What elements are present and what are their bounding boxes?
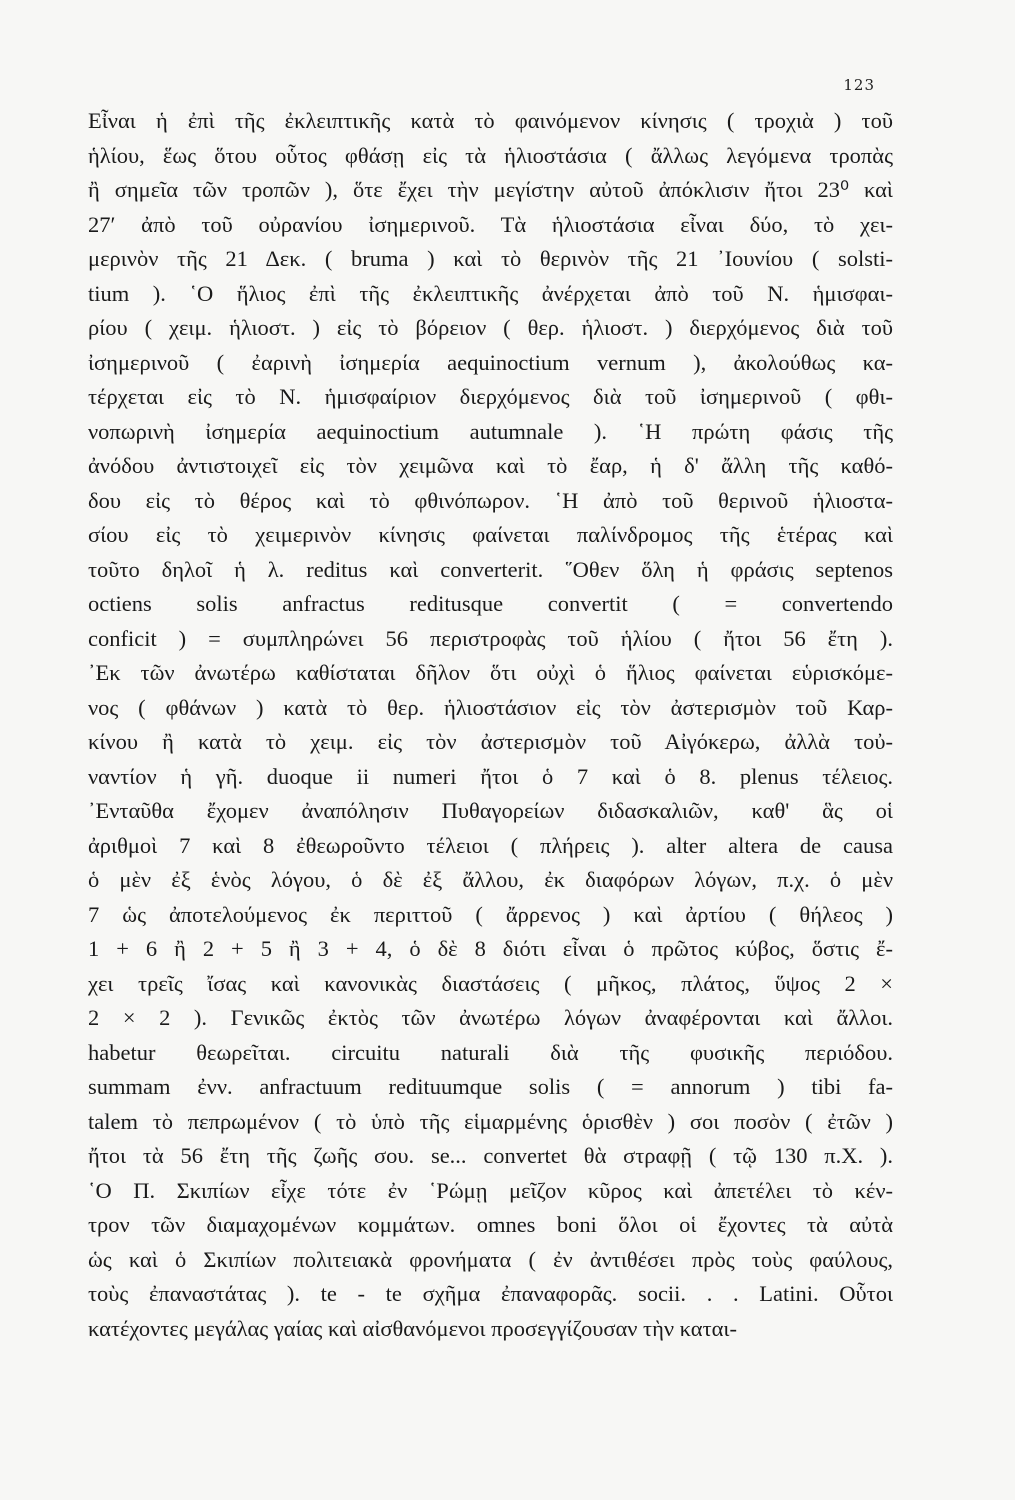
text-line: ἤτοι τὰ 56 ἔτη τῆς ζωῆς σου. se... convertet θὰ στραφῇ ( τῷ 130 π.Χ. ). [88,1143,893,1168]
text-line: 2 × 2 ). Γενικῶς ἐκτὸς τῶν ἀνωτέρω λόγων ἀναφέρονται καὶ ἄλλοι. [88,1005,893,1030]
text-line: τρον τῶν διαμαχομένων κομμάτων. omnes boni ὅλοι οἱ ἔχοντες τὰ αὐτὰ [88,1212,893,1237]
text-line: τοῦτο δηλοῖ ἡ λ. reditus καὶ converterit. ῞Οθεν ὅλη ἡ φράσις septenos [88,556,893,582]
text-line: ᾿Εκ τῶν ἀνωτέρω καθίσταται δῆλον ὅτι οὐχὶ ὁ ἥλιος φαίνεται εὑρισκόμε- [88,660,893,685]
text-line: 1 + 6 ἢ 2 + 5 ἢ 3 + 4, ὁ δὲ 8 διότι εἶναι ὁ πρῶτος κύβος, ὅστις ἔ- [88,936,893,961]
text-line: talem τὸ πεπρωμένον ( τὸ ὑπὸ τῆς εἱμαρμένης ὁρισθὲν ) σοι ποσὸν ( ἐτῶν ) [88,1108,893,1134]
text-line: ᾿Ενταῦθα ἔχομεν ἀναπόλησιν Πυθαγορείων διδασκαλιῶν, καθ' ἃς οἱ [88,798,893,823]
text-line: κίνου ἢ κατὰ τὸ χειμ. εἰς τὸν ἀστερισμὸν τοῦ Αἰγόκερω, ἀλλὰ τοὐ- [88,729,893,754]
text-line: ἢ σημεῖα τῶν τροπῶν ), ὅτε ἔχει τὴν μεγίστην αὐτοῦ ἀπόκλισιν ἤτοι 23⁰ καὶ [88,177,893,202]
commentary-text [88,104,893,1346]
text-line: δου εἰς τὸ θέρος καὶ τὸ φθινόπωρον. ῾Η ἀπὸ τοῦ θερινοῦ ἡλιοστα- [88,487,893,513]
text-line: 27′ ἀπὸ τοῦ οὐρανίου ἰσημερινοῦ. Τὰ ἡλιοστάσια εἶναι δύο, τὸ χει- [88,211,893,237]
text-line: ναντίον ἡ γῆ. duoque ii numeri ἤτοι ὁ 7 καὶ ὁ 8. plenus τέλειος. [88,763,893,789]
text-line: 7 ὡς ἀποτελούμενος ἐκ περιττοῦ ( ἄρρενος ) καὶ ἀρτίου ( θήλεος ) [88,901,893,927]
text-line: summam ἐνν. anfractuum redituumque solis ( = annorum ) tibi fa- [88,1074,893,1099]
text-line: ἰσημερινοῦ ( ἐαρινὴ ἰσημερία aequinoctium vernum ), ἀκολούθως κα- [88,349,893,375]
text-line: Εἶναι ἡ ἐπὶ τῆς ἐκλειπτικῆς κατὰ τὸ φαινόμενον κίνησις ( τροχιὰ ) τοῦ [88,108,893,133]
text-line: tium ). ῾Ο ἥλιος ἐπὶ τῆς ἐκλειπτικῆς ἀνέρχεται ἀπὸ τοῦ Ν. ἡμισφαι- [88,280,893,306]
text-line: ὡς καὶ ὁ Σκιπίων πολιτειακὰ φρονήματα ( ἐν ἀντιθέσει πρὸς τοὺς φαύλους, [88,1246,893,1272]
text-line: ἀριθμοὶ 7 καὶ 8 ἐθεωροῦντο τέλειοι ( πλήρεις ). alter altera de causa [88,832,893,858]
text-line: ρίου ( χειμ. ἡλιοστ. ) εἰς τὸ βόρειον ( θερ. ἡλιοστ. ) διερχόμενος διὰ τοῦ [88,315,893,340]
text-line: τοὺς ἐπαναστάτας ). te - te σχῆμα ἐπαναφορᾶς. socii. . . Latini. Οὗτοι [88,1281,893,1306]
text-line: habetur θεωρεῖται. circuitu naturali διὰ τῆς φυσικῆς περιόδου. [88,1039,893,1065]
text-line: conficit ) = συμπληρώνει 56 περιστροφὰς τοῦ ἡλίου ( ἤτοι 56 ἔτη ). [88,625,893,651]
text-line: ῾Ο Π. Σκιπίων εἶχε τότε ἐν ῾Ρώμῃ μεῖζον κῦρος καὶ ἀπετέλει τὸ κέν- [88,1177,893,1203]
text-line: νοπωρινὴ ἰσημερία aequinoctium autumnale ). ῾Η πρώτη φάσις τῆς [88,418,893,444]
text-line: κατέχοντες μεγάλας γαίας καὶ αἰσθανόμενοι προσεγγίζουσαν τὴν καται- [88,1315,737,1341]
text-line: νος ( φθάνων ) κατὰ τὸ θερ. ἡλιοστάσιον εἰς τὸν ἀστερισμὸν τοῦ Καρ- [88,694,893,720]
text-line: octiens solis anfractus reditusque convertit ( = convertendo [88,591,893,616]
page-number: 123 [843,76,875,94]
text-line: μερινὸν τῆς 21 Δεκ. ( bruma ) καὶ τὸ θερινὸν τῆς 21 ᾿Ιουνίου ( solsti- [88,246,893,271]
text-line: σίου εἰς τὸ χειμερινὸν κίνησις φαίνεται παλίνδρομος τῆς ἑτέρας καὶ [88,522,893,547]
text-line: χει τρεῖς ἴσας καὶ κανονικὰς διαστάσεις ( μῆκος, πλάτος, ὕψος 2 × [88,970,893,996]
text-line: τέρχεται εἰς τὸ Ν. ἡμισφαίριον διερχόμενος διὰ τοῦ ἰσημερινοῦ ( φθι- [88,384,893,409]
text-line: ἡλίου, ἕως ὅτου οὗτος φθάσῃ εἰς τὰ ἡλιοστάσια ( ἄλλως λεγόμενα τροπὰς [88,142,893,168]
text-line: ἀνόδου ἀντιστοιχεῖ εἰς τὸν χειμῶνα καὶ τὸ ἔαρ, ἡ δ' ἄλλη τῆς καθό- [88,453,893,478]
text-line: ὁ μὲν ἐξ ἑνὸς λόγου, ὁ δὲ ἐξ ἄλλου, ἐκ διαφόρων λόγων, π.χ. ὁ μὲν [88,867,893,892]
